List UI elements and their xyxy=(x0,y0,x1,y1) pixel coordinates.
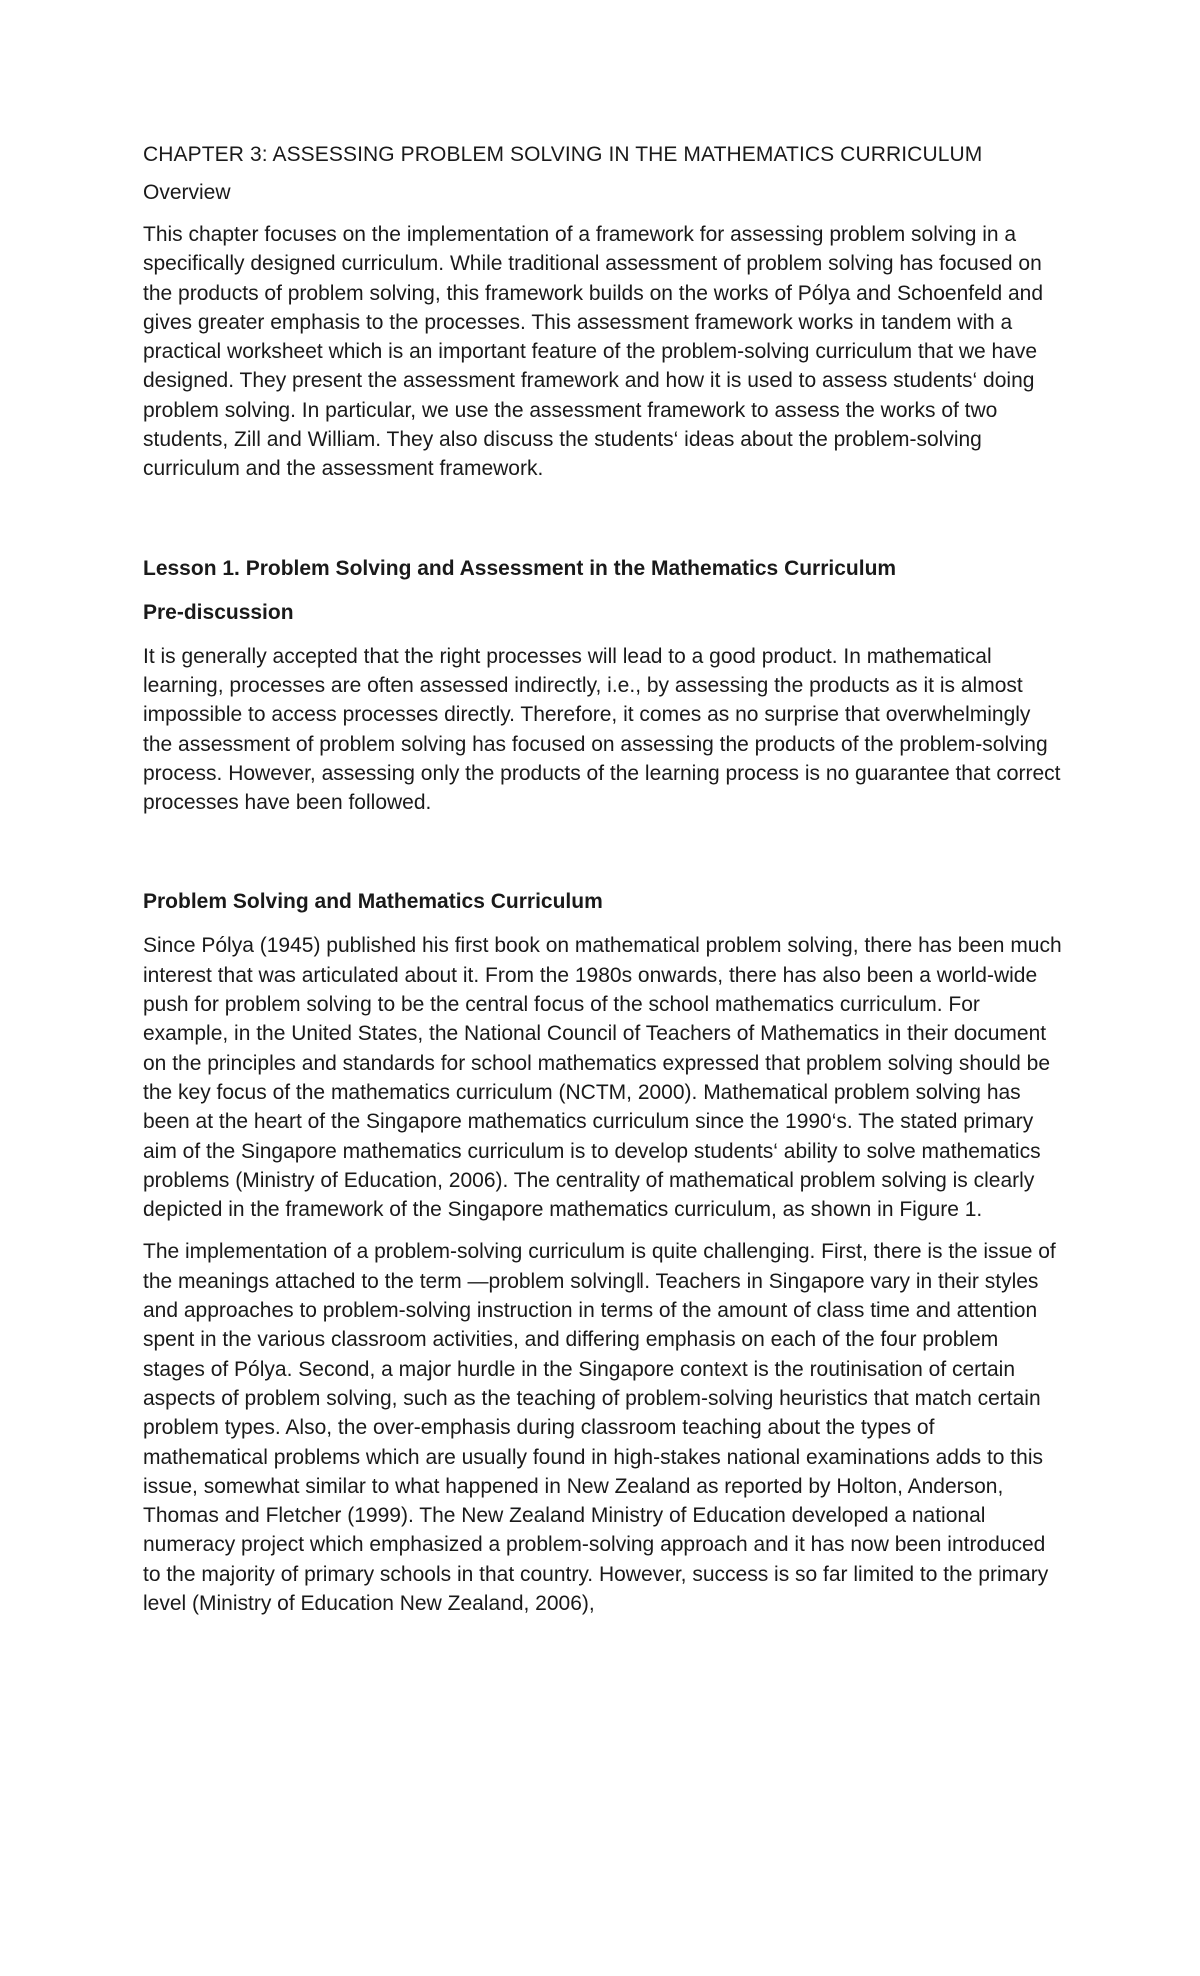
curriculum-paragraph-1: Since Pólya (1945) published his first book on mathematical problem solving, there has been much interest that was articulated about it. From the 1980s onwards, there has also been a world-wide push for problem solving to be the central focus of the school mathematics curriculum. For example, in the United States, the National Council of Teachers of Mathematics in their document on the principles and standards for school mathematics expressed that problem solving should be the key focus of the mathematics curriculum (NCTM, 2000). Mathematical problem solving has been at the heart of the Singapore mathematics curriculum since the 1990‘s. The stated primary aim of the Singapore mathematics curriculum is to develop students‘ ability to solve mathematics problems (Ministry of Education, 2006). The centrality of mathematical problem solving is clearly depicted in the framework of the Singapore mathematics curriculum, as shown in Figure 1. xyxy=(143,934,1062,1222)
lesson1-heading: Lesson 1. Problem Solving and Assessment in the Mathematics Curriculum xyxy=(143,556,897,580)
section-spacer xyxy=(143,830,1063,887)
prediscussion-heading: Pre-discussion xyxy=(143,600,294,624)
curriculum-section-heading: Problem Solving and Mathematics Curriculum xyxy=(143,890,603,914)
prediscussion-paragraph: It is generally accepted that the right processes will lead to a good product. In mathematical learning, processes are often assessed indirectly, i.e., by assessing the products as it is almost impossible to access processes directly. Therefore, it comes as no surprise that overwhelmingly the assessment of problem solving has focused on assessing the products of the problem-solving process. However, assessing only the products of the learning process is no guarantee that correct processes have been followed. xyxy=(143,644,1061,815)
chapter-title: CHAPTER 3: ASSESSING PROBLEM SOLVING IN THE MATHEMATICS CURRICULUM xyxy=(143,143,983,166)
overview-paragraph: This chapter focuses on the implementation of a framework for assessing problem solving in a specifically designed curriculum. While traditional assessment of problem solving has focused on the products of problem solving, this framework builds on the works of Pólya and Schoenfeld and gives greater emphasis to the processes. This assessment framework works in tandem with a practical worksheet which is an important feature of the problem-solving curriculum that we have designed. They present the assessment framework and how it is used to assess students‘ doing problem solving. In particular, we use the assessment framework to assess the works of two students, Zill and William. They also discuss the students‘ ideas about the problem-solving curriculum and the assessment framework. xyxy=(143,223,1043,481)
section-spacer xyxy=(143,497,1063,554)
document-page xyxy=(143,140,1063,1631)
curriculum-paragraph-2: The implementation of a problem-solving curriculum is quite challenging. First, there is the issue of the meanings attached to the term ―problem solving‖. Teachers in Singapore vary in their styles and approaches to problem-solving instruction in terms of the amount of class time and attention spent in the various classroom activities, and differing emphasis on each of the four problem stages of Pólya. Second, a major hurdle in the Singapore context is the routinisation of certain aspects of problem solving, such as the teaching of problem-solving heuristics that match certain problem types. Also, the over-emphasis during classroom teaching about the types of mathematical problems which are usually found in high-stakes national examinations adds to this issue, somewhat similar to what happened in New Zealand as reported by Holton, Anderson, Thomas and Fletcher (1999). The New Zealand Ministry of Education developed a national numeracy project which emphasized a problem-solving approach and it has now been introduced to the majority of primary schools in that country. However, success is so far limited to the primary level (Ministry of Education New Zealand, 2006), xyxy=(143,1240,1056,1615)
overview-heading: Overview xyxy=(143,181,231,204)
